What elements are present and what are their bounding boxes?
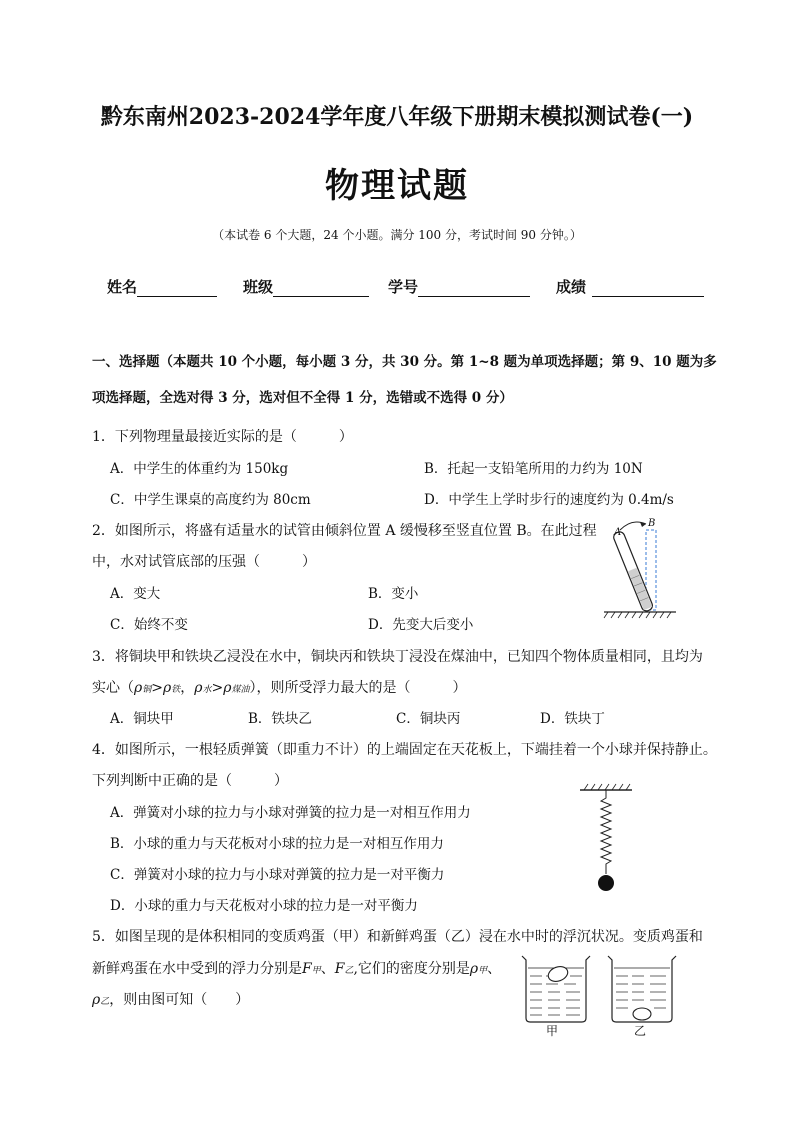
q4-option-a[interactable]: A．弹簧对小球的拉力与小球对弹簧的拉力是一对相互作用力 <box>110 805 471 821</box>
beakers-figure <box>516 952 682 1024</box>
score-field[interactable] <box>556 276 704 297</box>
class-field[interactable] <box>243 276 369 297</box>
exam-note: （本试卷 6 个大题，24 个小题。满分 100 分，考试时间 90 分钟。） <box>212 228 582 242</box>
q2-option-b[interactable]: B．变小 <box>368 586 419 602</box>
class-blank[interactable] <box>273 278 369 297</box>
q2-option-c[interactable]: C．始终不变 <box>110 617 188 633</box>
q3-option-c[interactable]: C．铜块丙 <box>396 711 461 727</box>
name-label: 姓名 <box>107 278 138 296</box>
q4-option-d[interactable]: D．小球的重力与天花板对小球的拉力是一对平衡力 <box>110 898 418 914</box>
q1-option-d[interactable]: D．中学生上学时步行的速度约为 0.4m/s <box>424 492 674 508</box>
q4-stem-line1: 4．如图所示，一根轻质弹簧（即重力不计）的上端固定在天花板上，下端挂着一个小球并保持静止。 <box>92 742 717 758</box>
q1-option-b[interactable]: B．托起一支铅笔所用的力约为 10N <box>424 461 643 477</box>
fig-label-a: A <box>614 527 622 538</box>
q3-option-d[interactable]: D．铁块丁 <box>540 711 605 727</box>
q1-option-a[interactable]: A．中学生的体重约为 150kg <box>110 461 289 477</box>
q5-stem-line3: ρ乙，则由图可知（ ） <box>92 992 250 1008</box>
number-label: 学号 <box>388 278 419 296</box>
spring-ball-figure <box>576 782 636 894</box>
q5-stem-line2: 新鲜鸡蛋在水中受到的浮力分别是F甲、F乙,它们的密度分别是ρ甲、 <box>92 961 502 977</box>
q3-option-a[interactable]: A．铜块甲 <box>110 711 174 727</box>
name-field[interactable] <box>107 276 217 297</box>
test-tube-figure <box>600 516 680 620</box>
fig-label-b: B <box>648 518 656 529</box>
q1-stem: 1．下列物理量最接近实际的是（ ） <box>92 429 353 445</box>
name-blank[interactable] <box>137 278 217 297</box>
section1-line1: 一、选择题（本题共 10 个小题，每小题 3 分，共 30 分。第 1~8 题为单项选择题；第 9、10 题为多 <box>92 354 717 370</box>
section1-line2: 项选择题，全选对得 3 分，选对但不全得 1 分，选错或不选得 0 分） <box>92 390 513 406</box>
fig-label-yi: 乙 <box>634 1024 647 1038</box>
exam-title: 黔东南州2023-2024学年度八年级下册期末模拟测试卷(一) <box>100 104 694 130</box>
q3-option-b[interactable]: B．铁块乙 <box>248 711 312 727</box>
q4-option-b[interactable]: B．小球的重力与天花板对小球的拉力是一对相互作用力 <box>110 836 444 852</box>
q2-option-d[interactable]: D．先变大后变小 <box>368 617 474 633</box>
q2-option-a[interactable]: A．变大 <box>110 586 161 602</box>
q5-stem-line1: 5．如图呈现的是体积相同的变质鸡蛋（甲）和新鲜鸡蛋（乙）浸在水中时的浮沉状况。变质鸡蛋和 <box>92 929 703 945</box>
q3-stem-line1: 3．将铜块甲和铁块乙浸没在水中，铜块丙和铁块丁浸没在煤油中，已知四个物体质量相同，且均为 <box>92 649 703 665</box>
q4-stem-line2: 下列判断中正确的是（ ） <box>92 773 288 789</box>
q2-stem-line1: 2．如图所示，将盛有适量水的试管由倾斜位置 A 缓慢移至竖直位置 B。在此过程 <box>92 523 597 539</box>
number-field[interactable] <box>388 276 530 297</box>
q4-option-c[interactable]: C．弹簧对小球的拉力与小球对弹簧的拉力是一对平衡力 <box>110 867 445 883</box>
number-blank[interactable] <box>418 278 530 297</box>
score-label: 成绩 <box>556 278 587 296</box>
score-blank[interactable] <box>592 278 704 297</box>
q3-stem-line2: 实心（ρ铜>ρ铁，ρ水>ρ煤油），则所受浮力最大的是（ ） <box>92 680 467 696</box>
q2-stem-line2: 中，水对试管底部的压强（ ） <box>92 554 316 570</box>
q1-option-c[interactable]: C．中学生课桌的高度约为 80cm <box>110 492 311 508</box>
fig-label-jia: 甲 <box>546 1024 559 1038</box>
exam-subtitle: 物理试题 <box>325 166 469 206</box>
class-label: 班级 <box>243 278 274 296</box>
